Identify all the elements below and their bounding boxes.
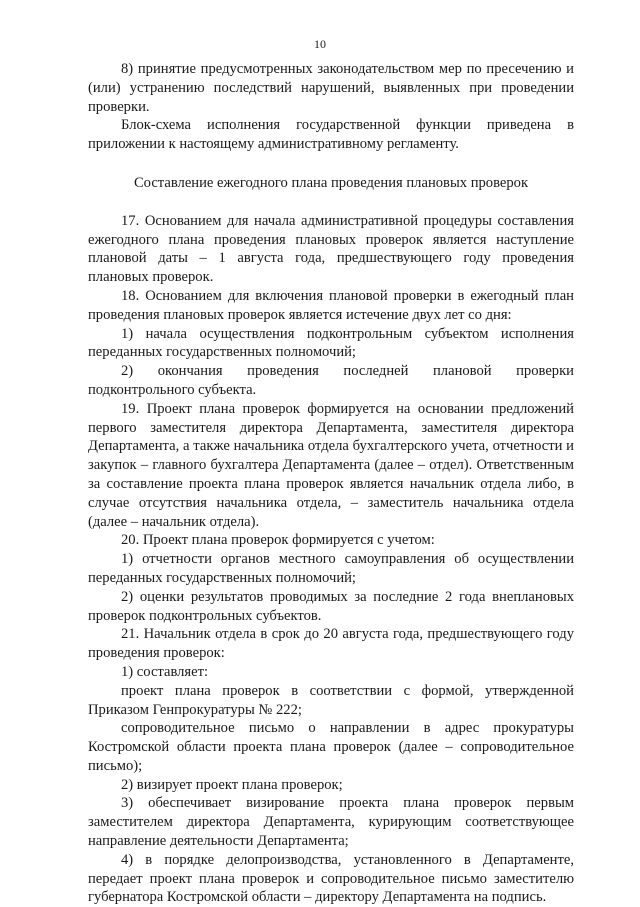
paragraph-20-item-1: 1) отчетности органов местного самоуправления об осуществлении переданных государственных полномочий; xyxy=(88,551,574,586)
section-heading: Составление ежегодного плана проведения плановых проверок xyxy=(133,174,529,191)
paragraph-19: 19. Проект плана проверок формируется на основании предложений первого заместителя директора Департамента, заместителя директора Департамента, а также начальника отдела бухгалтерского учета, отчетности и закупок – главного бухгалтера Департамента (далее – отдел). Ответственным за составление проекта плана проверок является начальник отдела либо, в случае отсутствия начальника отдела, – заместитель начальника отдела (далее – начальник отдела). xyxy=(88,400,574,530)
paragraph-item-8: 8) принятие предусмотренных законодательством мер по пресечению и (или) устранению последствий нарушений, выявленных при проведении проверки. xyxy=(88,61,574,115)
paragraph-21: 21. Начальник отдела в срок до 20 августа года, предшествующего году проведения проверок: xyxy=(88,626,574,662)
paragraph-18-item-1: 1) начала осуществления подконтрольным субъектом исполнения переданных государственных полномочий; xyxy=(88,325,574,361)
paragraph-18: 18. Основанием для включения плановой проверки в ежегодный план проведения плановых проверок является истечение двух лет со дня: xyxy=(88,287,574,323)
paragraph-18-item-2: 2) окончания проведения последней плановой проверки подконтрольного субъекта. xyxy=(88,363,574,398)
page-number: 10 xyxy=(314,37,326,51)
paragraph-21-item-1: 1) составляет: xyxy=(121,663,209,680)
paragraph-21-item-3: 3) обеспечивает визирование проекта плана проверок первым заместителем директора Департамента, курирующим соответствующее направление деятельности Департамента; xyxy=(88,795,574,850)
paragraph-21-item-4: 4) в порядке делопроизводства, установленного в Департаменте, передает проект плана проверок и сопроводительное письмо заместителю губернатора Костромской области – директору Департамента на подпись. xyxy=(88,851,574,906)
paragraph-17: 17. Основанием для начала административной процедуры составления ежегодного плана проведения плановых проверок является наступление плановой даты – 1 августа года, предшествующего году проведения плановых проверок. xyxy=(88,212,574,286)
paragraph-flowchart-reference: Блок-схема исполнения государственной функции приведена в приложении к настоящему административному регламенту. xyxy=(88,117,574,153)
paragraph-21-item-1-cover-letter: сопроводительное письмо о направлении в адрес прокуратуры Костромской области проекта плана проверок (далее – сопроводительное письмо); xyxy=(88,720,574,774)
paragraph-21-item-2: 2) визирует проект плана проверок; xyxy=(121,776,343,793)
paragraph-21-item-1-draft-plan: проект плана проверок в соответствии с формой, утвержденной Приказом Генпрокуратуры № 222; xyxy=(88,682,574,718)
paragraph-20: 20. Проект плана проверок формируется с учетом: xyxy=(121,532,435,549)
paragraph-20-item-2: 2) оценки результатов проводимых за последние 2 года внеплановых проверок подконтрольных субъектов. xyxy=(88,588,574,624)
document-body xyxy=(88,60,574,907)
